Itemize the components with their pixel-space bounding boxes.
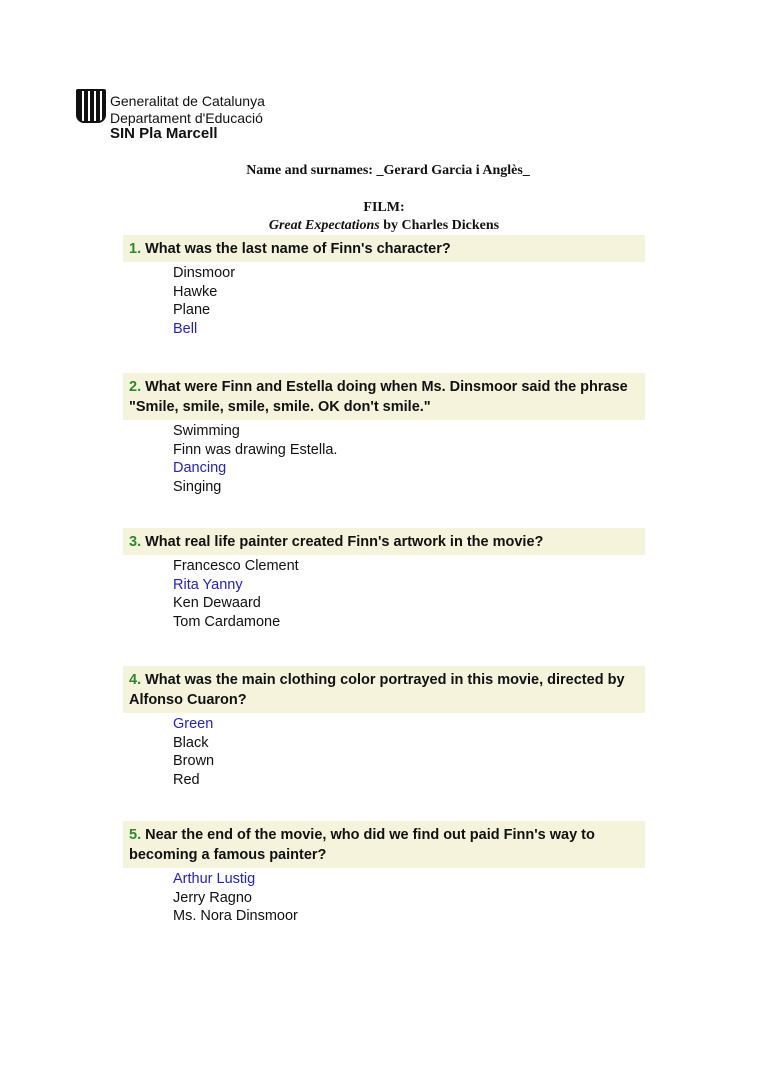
- answer-option: Ken Dewaard: [173, 595, 261, 611]
- answer-option: Francesco Clement: [173, 558, 299, 574]
- correct-answer: Bell: [173, 320, 198, 337]
- film-title-line: [0, 218, 768, 234]
- student-name-line: [0, 163, 768, 179]
- question-text: What was the main clothing color portrayed in this movie, directed by Alfonso Cuaron?: [129, 672, 625, 708]
- question-4: [123, 666, 645, 789]
- question-text: Near the end of the movie, who did we find out paid Finn's way to becoming a famous painter?: [129, 827, 595, 863]
- question-text: What were Finn and Estella doing when Ms. Dinsmoor said the phrase "Smile, smile, smile, smile. OK don't smile.": [129, 379, 628, 415]
- answer-option: Dinsmoor: [173, 265, 236, 281]
- question-number: 3.: [129, 534, 142, 550]
- question-header: [123, 373, 645, 420]
- answer-option: Red: [173, 771, 200, 788]
- question-number: 1.: [129, 241, 142, 257]
- film-label: FILM:: [363, 200, 405, 215]
- question-5: [123, 821, 645, 926]
- question-text: What real life painter created Finn's artwork in the movie?: [145, 534, 544, 550]
- question-header: [123, 666, 645, 713]
- answer-option: Singing: [173, 478, 222, 495]
- answer-option: Swimming: [173, 423, 240, 439]
- student-name: _Gerard Garcia i Anglès_: [376, 163, 530, 178]
- correct-answer: Green: [173, 716, 214, 732]
- film-author: by Charles Dickens: [383, 218, 500, 233]
- org-line2: Departament d'Educació: [110, 110, 263, 126]
- answer-option: Finn was drawing Estella.: [173, 441, 338, 458]
- question-number: 4.: [129, 672, 142, 688]
- org-line1: Generalitat de Catalunya: [110, 93, 265, 109]
- question-text: What was the last name of Finn's character?: [145, 241, 451, 257]
- correct-answer: Arthur Lustig: [173, 871, 256, 887]
- answer-option: Brown: [173, 753, 215, 769]
- answer-list: [123, 715, 645, 789]
- answer-list: [123, 870, 645, 926]
- answer-option: Jerry Ragno: [173, 889, 252, 906]
- answer-option: Ms. Nora Dinsmoor: [173, 908, 298, 924]
- question-header: [123, 528, 645, 555]
- question-1: [123, 235, 645, 338]
- correct-answer: Rita Yanny: [173, 576, 243, 593]
- school-name: SIN Pla Marcell: [110, 125, 218, 142]
- answer-option: Plane: [173, 302, 211, 318]
- question-2: [123, 373, 645, 496]
- answer-option: Black: [173, 734, 209, 751]
- answer-option: Hawke: [173, 283, 218, 300]
- generalitat-logo-icon: [76, 89, 106, 123]
- question-3: [123, 528, 645, 631]
- answer-list: [123, 557, 645, 631]
- question-header: [123, 821, 645, 868]
- question-header: [123, 235, 645, 262]
- answer-option: Tom Cardamone: [173, 613, 281, 630]
- question-number: 2.: [129, 379, 142, 395]
- answer-list: [123, 264, 645, 338]
- correct-answer: Dancing: [173, 460, 227, 476]
- name-label: Name and surnames:: [246, 163, 373, 178]
- film-title: Great Expectations: [268, 218, 380, 233]
- answer-list: [123, 422, 645, 496]
- question-number: 5.: [129, 827, 142, 843]
